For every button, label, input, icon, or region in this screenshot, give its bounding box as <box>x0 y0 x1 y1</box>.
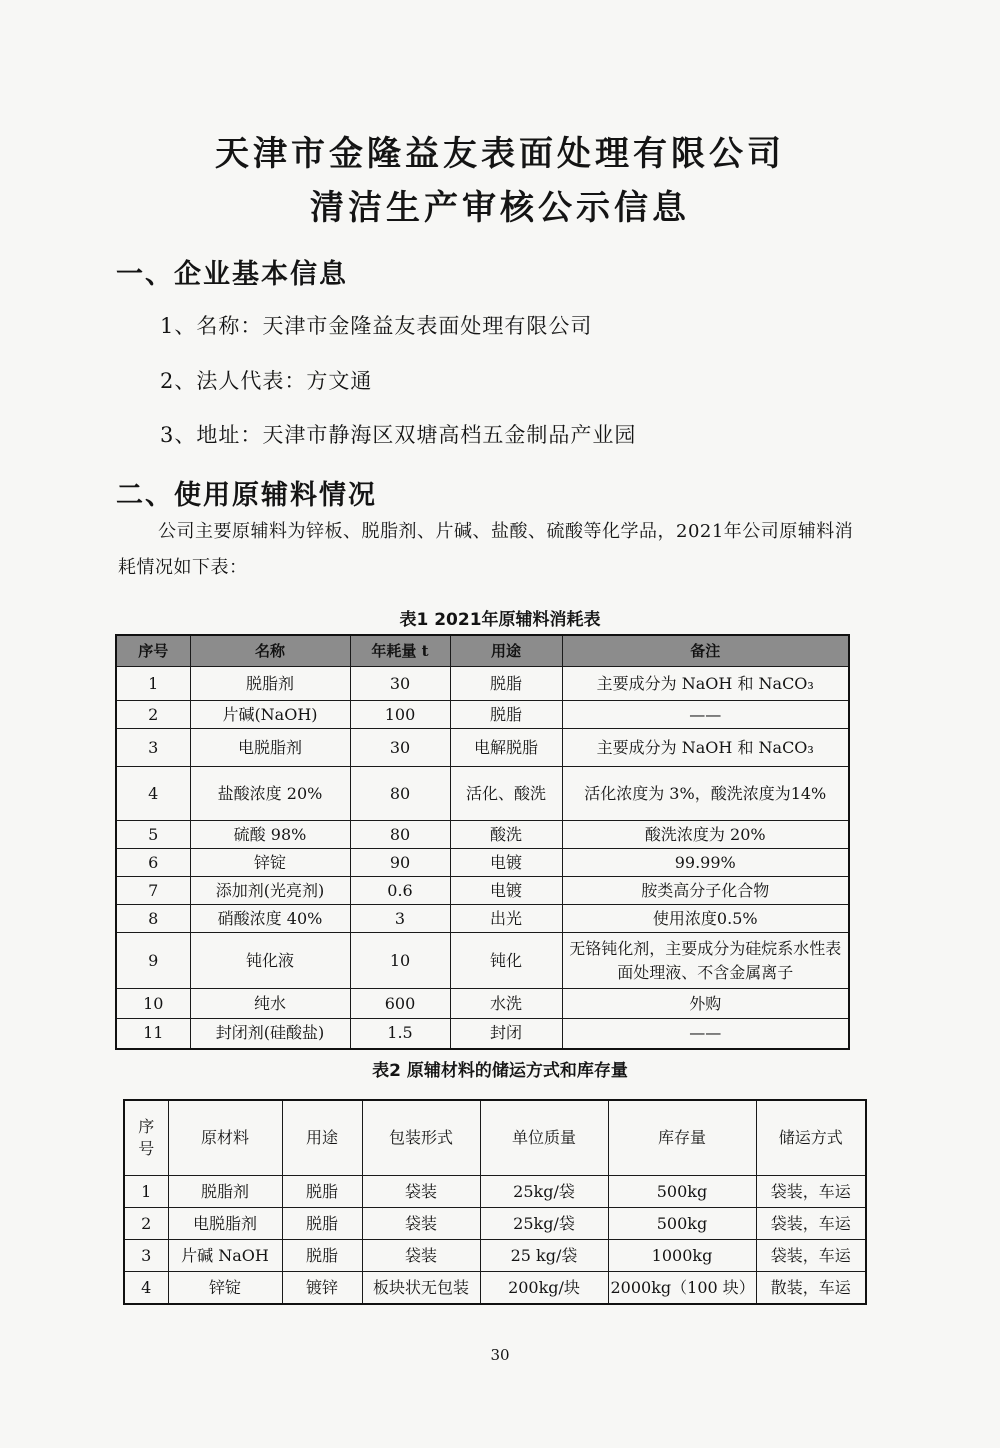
table-cell: 袋装，车运 <box>756 1240 866 1272</box>
table-cell: 出光 <box>450 905 562 933</box>
table2-header-cell: 单位质量 <box>480 1100 608 1176</box>
materials-paragraph: 公司主要原辅料为锌板、脱脂剂、片碱、盐酸、硫酸等化学品，2021年公司原辅料消耗情况如下表： <box>118 521 854 578</box>
table-cell: 片碱(NaOH) <box>190 701 350 729</box>
table-cell: 99.99% <box>562 849 849 877</box>
table-cell: 30 <box>350 729 450 767</box>
table-cell: 袋装，车运 <box>756 1208 866 1240</box>
table-cell: 1000kg <box>608 1240 756 1272</box>
table-cell: 11 <box>116 1019 190 1049</box>
table-cell: 600 <box>350 989 450 1019</box>
table-cell: 脱脂 <box>450 701 562 729</box>
page-number: 30 <box>490 1346 510 1364</box>
table-cell: 电解脱脂 <box>450 729 562 767</box>
table-cell: 7 <box>116 877 190 905</box>
table-cell: 锌锭 <box>190 849 350 877</box>
table-cell: 使用浓度0.5% <box>562 905 849 933</box>
table-cell: 主要成分为 NaOH 和 NaCO₃ <box>562 667 849 701</box>
table-cell: 脱脂 <box>450 667 562 701</box>
table1-header-row <box>116 635 849 667</box>
table-cell: 脱脂剂 <box>190 667 350 701</box>
material-storage-table <box>123 1099 867 1305</box>
table-cell: 酸洗浓度为 20% <box>562 821 849 849</box>
table-cell: 80 <box>350 821 450 849</box>
table-cell: 钝化 <box>450 933 562 989</box>
table1-header-cell: 序号 <box>116 635 190 667</box>
table-cell: 500kg <box>608 1176 756 1208</box>
table-cell: 外购 <box>562 989 849 1019</box>
table-cell: 10 <box>116 989 190 1019</box>
table-cell: 硫酸 98% <box>190 821 350 849</box>
table-cell: 25kg/袋 <box>480 1176 608 1208</box>
info-address: 3、地址：天津市静海区双塘高档五金制品产业园 <box>160 423 637 447</box>
table-cell: —— <box>562 701 849 729</box>
table-row <box>116 989 849 1019</box>
document-title-line2: 清洁生产审核公示信息 <box>310 188 690 228</box>
table2-header-cell: 储运方式 <box>756 1100 866 1176</box>
table-cell: 活化浓度为 3%，酸洗浓度为14% <box>562 767 849 821</box>
table-cell: 封闭剂(硅酸盐) <box>190 1019 350 1049</box>
table-row <box>124 1176 866 1208</box>
table-cell: 3 <box>350 905 450 933</box>
table-row <box>116 933 849 989</box>
table-cell: 锌锭 <box>168 1272 282 1305</box>
table-cell: 8 <box>116 905 190 933</box>
material-consumption-table <box>115 634 850 1050</box>
table-cell: 200kg/块 <box>480 1272 608 1305</box>
table-row <box>116 767 849 821</box>
document-title-line1: 天津市金隆益友表面处理有限公司 <box>215 134 785 174</box>
table-cell: 30 <box>350 667 450 701</box>
table-row <box>116 667 849 701</box>
table-row <box>124 1208 866 1240</box>
table1-header-cell: 用途 <box>450 635 562 667</box>
table1-header-cell: 备注 <box>562 635 849 667</box>
table-cell: 散装，车运 <box>756 1272 866 1305</box>
table-cell: 主要成分为 NaOH 和 NaCO₃ <box>562 729 849 767</box>
table-cell: 袋装 <box>362 1208 480 1240</box>
table1-header-cell: 年耗量 t <box>350 635 450 667</box>
table2-header-cell: 库存量 <box>608 1100 756 1176</box>
table-row <box>116 905 849 933</box>
section-heading-basic-info: 一、企业基本信息 <box>116 259 348 290</box>
table-cell: 硝酸浓度 40% <box>190 905 350 933</box>
table-cell: 90 <box>350 849 450 877</box>
table-cell: 袋装 <box>362 1176 480 1208</box>
table-cell: 无铬钝化剂，主要成分为硅烷系水性表面处理液、不含金属离子 <box>562 933 849 989</box>
table1-caption: 表1 2021年原辅料消耗表 <box>399 610 601 630</box>
table-cell: 3 <box>116 729 190 767</box>
table-cell: 袋装，车运 <box>756 1176 866 1208</box>
table-cell: 1.5 <box>350 1019 450 1049</box>
table-cell: 25kg/袋 <box>480 1208 608 1240</box>
table-cell: 5 <box>116 821 190 849</box>
table-cell: 电镀 <box>450 849 562 877</box>
table-row <box>116 1019 849 1049</box>
table-cell: 电脱脂剂 <box>190 729 350 767</box>
table-cell: 酸洗 <box>450 821 562 849</box>
table-cell: 脱脂 <box>282 1208 362 1240</box>
table-cell: 袋装 <box>362 1240 480 1272</box>
table-cell: 脱脂 <box>282 1240 362 1272</box>
table-cell: 钝化液 <box>190 933 350 989</box>
table2-caption: 表2 原辅材料的储运方式和库存量 <box>372 1061 628 1081</box>
table-cell: 80 <box>350 767 450 821</box>
info-legal-representative: 2、法人代表：方文通 <box>160 369 373 393</box>
table-cell: 电脱脂剂 <box>168 1208 282 1240</box>
table-cell: 25 kg/袋 <box>480 1240 608 1272</box>
table-row <box>116 877 849 905</box>
table-row <box>116 821 849 849</box>
table-cell: 纯水 <box>190 989 350 1019</box>
table-cell: 板块状无包装 <box>362 1272 480 1305</box>
table-row <box>116 729 849 767</box>
table-cell: —— <box>562 1019 849 1049</box>
table2-header-cell: 包装形式 <box>362 1100 480 1176</box>
table-cell: 盐酸浓度 20% <box>190 767 350 821</box>
table-cell: 9 <box>116 933 190 989</box>
table-cell: 2 <box>116 701 190 729</box>
table-cell: 500kg <box>608 1208 756 1240</box>
table-cell: 4 <box>124 1272 168 1305</box>
table-cell: 4 <box>116 767 190 821</box>
table2-header-cell: 用途 <box>282 1100 362 1176</box>
table1-header-cell: 名称 <box>190 635 350 667</box>
table-cell: 脱脂剂 <box>168 1176 282 1208</box>
table-cell: 片碱 NaOH <box>168 1240 282 1272</box>
table-cell: 6 <box>116 849 190 877</box>
table-cell: 3 <box>124 1240 168 1272</box>
table-cell: 封闭 <box>450 1019 562 1049</box>
table-cell: 1 <box>124 1176 168 1208</box>
table-cell: 水洗 <box>450 989 562 1019</box>
table-cell: 1 <box>116 667 190 701</box>
table-cell: 脱脂 <box>282 1176 362 1208</box>
table-cell: 活化、酸洗 <box>450 767 562 821</box>
info-company-name: 1、名称：天津市金隆益友表面处理有限公司 <box>160 314 593 338</box>
table-cell: 镀锌 <box>282 1272 362 1305</box>
table-cell: 100 <box>350 701 450 729</box>
table-row <box>116 849 849 877</box>
table-cell: 10 <box>350 933 450 989</box>
table-cell: 胺类高分子化合物 <box>562 877 849 905</box>
table-cell: 0.6 <box>350 877 450 905</box>
table-cell: 添加剂(光亮剂) <box>190 877 350 905</box>
table-row <box>116 701 849 729</box>
table-cell: 电镀 <box>450 877 562 905</box>
table2-header-row <box>124 1100 866 1176</box>
table2-header-cell: 原材料 <box>168 1100 282 1176</box>
table-row <box>124 1272 866 1305</box>
table-cell: 2000kg（100 块） <box>608 1272 756 1305</box>
table-cell: 2 <box>124 1208 168 1240</box>
table-row <box>124 1240 866 1272</box>
section-heading-materials: 二、使用原辅料情况 <box>116 480 377 511</box>
table2-header-cell: 序号 <box>124 1100 168 1176</box>
